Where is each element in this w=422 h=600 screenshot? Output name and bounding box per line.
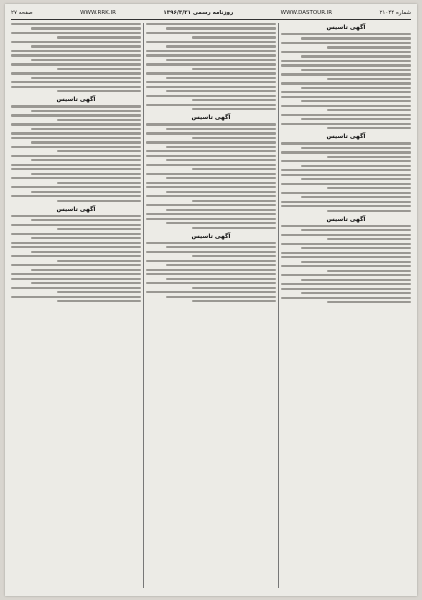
- text-line-placeholder: [146, 242, 276, 244]
- text-line-placeholder: [301, 178, 412, 180]
- text-line-placeholder: [11, 86, 141, 88]
- text-line-placeholder: [57, 228, 142, 230]
- text-line-placeholder: [11, 278, 141, 280]
- text-line-placeholder: [301, 247, 412, 249]
- text-line-placeholder: [146, 164, 276, 166]
- column-middle: [146, 23, 276, 588]
- text-line-placeholder: [31, 77, 142, 79]
- text-line-placeholder: [11, 23, 141, 25]
- text-line-placeholder: [11, 287, 141, 289]
- text-line-placeholder: [301, 69, 412, 71]
- text-line-placeholder: [31, 237, 142, 239]
- text-line-placeholder: [11, 186, 141, 188]
- notice-block: [146, 233, 276, 302]
- column-right: [281, 23, 411, 588]
- text-line-placeholder: [57, 150, 142, 152]
- text-line-placeholder: [11, 54, 141, 56]
- text-line-placeholder: [301, 100, 412, 102]
- text-line-placeholder: [11, 146, 141, 148]
- text-line-placeholder: [301, 55, 412, 57]
- text-line-placeholder: [31, 251, 142, 253]
- text-line-placeholder: [31, 159, 142, 161]
- text-line-placeholder: [146, 213, 276, 215]
- text-line-placeholder: [146, 182, 276, 184]
- text-line-placeholder: [281, 283, 411, 285]
- text-line-placeholder: [146, 72, 276, 74]
- text-line-placeholder: [327, 46, 412, 48]
- text-line-placeholder: [11, 132, 141, 134]
- text-line-placeholder: [57, 300, 142, 302]
- text-line-placeholder: [146, 123, 276, 125]
- text-line-placeholder: [281, 160, 411, 162]
- text-line-placeholder: [11, 81, 141, 83]
- text-line-placeholder: [327, 109, 412, 111]
- text-line-placeholder: [192, 200, 277, 202]
- text-line-placeholder: [281, 256, 411, 258]
- text-line-placeholder: [11, 32, 141, 34]
- text-line-placeholder: [57, 119, 142, 121]
- header-site-left: WWW.RRK.IR: [80, 10, 116, 16]
- text-line-placeholder: [281, 169, 411, 171]
- text-line-placeholder: [57, 90, 142, 92]
- column-divider: [278, 23, 279, 588]
- notice-block: [11, 23, 141, 92]
- text-line-placeholder: [57, 36, 142, 38]
- text-line-placeholder: [301, 37, 412, 39]
- text-line-placeholder: [281, 265, 411, 267]
- notice-title: آگهی تاسیس: [56, 205, 96, 213]
- text-line-placeholder: [11, 168, 141, 170]
- text-line-placeholder: [31, 27, 142, 29]
- text-line-placeholder: [281, 151, 411, 153]
- text-line-placeholder: [281, 252, 411, 254]
- text-line-placeholder: [281, 105, 411, 107]
- text-line-placeholder: [146, 141, 276, 143]
- page-header: [11, 8, 411, 18]
- text-line-placeholder: [146, 251, 276, 253]
- text-line-placeholder: [146, 32, 276, 34]
- text-line-placeholder: [57, 68, 142, 70]
- text-line-placeholder: [301, 261, 412, 263]
- text-line-placeholder: [57, 182, 142, 184]
- notice-block: [11, 96, 141, 201]
- text-line-placeholder: [146, 269, 276, 271]
- text-line-placeholder: [166, 191, 277, 193]
- text-line-placeholder: [11, 246, 141, 248]
- text-line-placeholder: [31, 141, 142, 143]
- text-line-placeholder: [281, 91, 411, 93]
- text-line-placeholder: [146, 86, 276, 88]
- text-line-placeholder: [281, 274, 411, 276]
- text-line-placeholder: [146, 204, 276, 206]
- text-line-placeholder: [281, 42, 411, 44]
- text-line-placeholder: [192, 68, 277, 70]
- text-line-placeholder: [11, 255, 141, 257]
- text-line-placeholder: [11, 63, 141, 65]
- text-line-placeholder: [11, 264, 141, 266]
- text-line-placeholder: [166, 45, 277, 47]
- text-line-placeholder: [281, 64, 411, 66]
- text-line-placeholder: [192, 287, 277, 289]
- text-line-placeholder: [146, 186, 276, 188]
- text-line-placeholder: [166, 296, 277, 298]
- text-line-placeholder: [166, 128, 277, 130]
- text-line-placeholder: [57, 291, 142, 293]
- text-line-placeholder: [281, 73, 411, 75]
- column-divider: [143, 23, 144, 588]
- notice-block: [281, 24, 411, 129]
- text-line-placeholder: [281, 142, 411, 144]
- text-line-placeholder: [11, 50, 141, 52]
- text-line-placeholder: [281, 174, 411, 176]
- text-line-placeholder: [192, 227, 277, 229]
- text-line-placeholder: [31, 59, 142, 61]
- text-line-placeholder: [327, 301, 412, 303]
- text-line-placeholder: [301, 87, 412, 89]
- text-line-placeholder: [11, 242, 141, 244]
- text-line-placeholder: [301, 118, 412, 120]
- text-line-placeholder: [11, 233, 141, 235]
- text-line-placeholder: [166, 222, 277, 224]
- text-line-placeholder: [146, 218, 276, 220]
- text-line-placeholder: [31, 45, 142, 47]
- text-line-placeholder: [146, 260, 276, 262]
- text-line-placeholder: [281, 33, 411, 35]
- notice-block: [281, 216, 411, 303]
- header-rule: [11, 19, 411, 20]
- text-line-placeholder: [31, 269, 142, 271]
- text-line-placeholder: [146, 54, 276, 56]
- text-line-placeholder: [301, 196, 412, 198]
- text-line-placeholder: [327, 210, 412, 212]
- text-line-placeholder: [327, 187, 412, 189]
- text-line-placeholder: [11, 155, 141, 157]
- text-line-placeholder: [146, 63, 276, 65]
- text-line-placeholder: [327, 78, 412, 80]
- text-line-placeholder: [281, 183, 411, 185]
- notice-block: [146, 114, 276, 228]
- text-line-placeholder: [146, 50, 276, 52]
- text-line-placeholder: [166, 77, 277, 79]
- text-line-placeholder: [281, 288, 411, 290]
- text-line-placeholder: [11, 195, 141, 197]
- text-line-placeholder: [11, 105, 141, 107]
- text-line-placeholder: [166, 246, 277, 248]
- text-line-placeholder: [31, 282, 142, 284]
- text-line-placeholder: [281, 297, 411, 299]
- text-line-placeholder: [192, 300, 277, 302]
- text-line-placeholder: [281, 60, 411, 62]
- header-site-right: WWW.DASTOUR.IR: [280, 10, 333, 16]
- text-line-placeholder: [11, 273, 141, 275]
- header-gazette-date: روزنامه رسمی ۱۳۹۶/۳/۲۱: [163, 10, 234, 16]
- text-line-placeholder: [192, 99, 277, 101]
- text-line-placeholder: [146, 282, 276, 284]
- text-line-placeholder: [166, 278, 277, 280]
- header-issue-number: شماره ۲۱۰۴۴: [379, 10, 411, 16]
- text-line-placeholder: [166, 27, 277, 29]
- text-line-placeholder: [301, 147, 412, 149]
- notice-title: آگهی تاسیس: [326, 215, 366, 223]
- text-line-placeholder: [146, 173, 276, 175]
- text-line-placeholder: [301, 165, 412, 167]
- notice-title: آگهی تاسیس: [191, 114, 231, 122]
- text-line-placeholder: [11, 41, 141, 43]
- text-line-placeholder: [281, 51, 411, 53]
- text-line-placeholder: [31, 191, 142, 193]
- header-page-number: صفحه ۲۷: [11, 10, 33, 16]
- notice-block: [281, 133, 411, 211]
- text-line-placeholder: [11, 123, 141, 125]
- text-line-placeholder: [146, 195, 276, 197]
- text-line-placeholder: [31, 110, 142, 112]
- text-line-placeholder: [11, 114, 141, 116]
- notice-title: آگهی تاسیس: [56, 96, 96, 104]
- text-line-placeholder: [11, 215, 141, 217]
- text-line-placeholder: [57, 260, 142, 262]
- text-line-placeholder: [166, 146, 277, 148]
- text-line-placeholder: [192, 137, 277, 139]
- newspaper-page: [5, 4, 417, 596]
- notice-title: آگهی تاسیس: [326, 24, 366, 31]
- text-line-placeholder: [281, 96, 411, 98]
- text-line-placeholder: [192, 168, 277, 170]
- text-line-placeholder: [146, 155, 276, 157]
- notice-block: [11, 206, 141, 302]
- text-line-placeholder: [166, 209, 277, 211]
- text-line-placeholder: [11, 164, 141, 166]
- text-line-placeholder: [327, 238, 412, 240]
- text-line-placeholder: [301, 292, 412, 294]
- text-line-placeholder: [192, 255, 277, 257]
- text-line-placeholder: [281, 123, 411, 125]
- text-line-placeholder: [166, 59, 277, 61]
- text-line-placeholder: [301, 279, 412, 281]
- text-line-placeholder: [281, 192, 411, 194]
- text-line-placeholder: [192, 36, 277, 38]
- text-line-placeholder: [11, 177, 141, 179]
- notice-block: [146, 23, 276, 110]
- notice-title: آگهی تاسیس: [191, 232, 231, 240]
- text-line-placeholder: [146, 132, 276, 134]
- text-line-placeholder: [31, 173, 142, 175]
- text-line-placeholder: [11, 296, 141, 298]
- text-line-placeholder: [11, 224, 141, 226]
- text-line-placeholder: [281, 114, 411, 116]
- notice-title: آگهی تاسیس: [326, 133, 366, 141]
- text-line-placeholder: [146, 291, 276, 293]
- text-line-placeholder: [327, 270, 412, 272]
- text-line-placeholder: [327, 156, 412, 158]
- text-line-placeholder: [166, 177, 277, 179]
- text-line-placeholder: [11, 72, 141, 74]
- text-line-placeholder: [301, 229, 412, 231]
- text-line-placeholder: [192, 108, 277, 110]
- text-line-placeholder: [166, 264, 277, 266]
- column-left: [11, 23, 141, 588]
- text-line-placeholder: [166, 90, 277, 92]
- text-line-placeholder: [146, 273, 276, 275]
- text-line-placeholder: [281, 82, 411, 84]
- text-line-placeholder: [146, 150, 276, 152]
- text-line-placeholder: [31, 128, 142, 130]
- text-line-placeholder: [281, 201, 411, 203]
- text-line-placeholder: [146, 81, 276, 83]
- text-line-placeholder: [57, 200, 142, 202]
- text-line-placeholder: [146, 23, 276, 25]
- text-line-placeholder: [327, 127, 412, 129]
- text-line-placeholder: [281, 234, 411, 236]
- text-line-placeholder: [166, 159, 277, 161]
- text-line-placeholder: [11, 137, 141, 139]
- text-line-placeholder: [146, 104, 276, 106]
- text-line-placeholder: [281, 225, 411, 227]
- text-line-placeholder: [31, 219, 142, 221]
- text-line-placeholder: [146, 95, 276, 97]
- text-line-placeholder: [146, 41, 276, 43]
- text-line-placeholder: [281, 243, 411, 245]
- text-line-placeholder: [281, 205, 411, 207]
